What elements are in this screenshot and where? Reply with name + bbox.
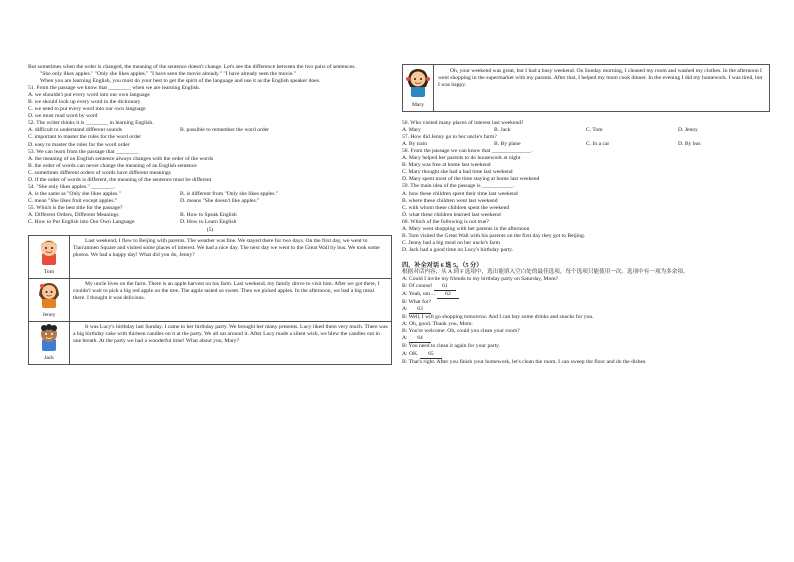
story-name: Jenny xyxy=(42,312,56,319)
answer-option[interactable]: C. Tom xyxy=(586,127,603,134)
dialogue-line xyxy=(402,314,770,321)
story-text: Oh, your weekend was great, but I had a busy weekend. On Sunday morning, I cleaned my room and washed my clothes. In the afternoon I went shopping in the supermarket with my parents. After that, I helped my mom cook dinner. In the evening I did my homework. I was tired, but I was happy. xyxy=(438,68,763,89)
dialogue-line xyxy=(402,328,770,335)
option-row xyxy=(28,219,392,226)
option-row xyxy=(28,191,392,198)
answer-option[interactable]: B. where these children went last weekend xyxy=(402,197,498,204)
option-row xyxy=(28,212,392,219)
left-column xyxy=(28,64,392,365)
passage-intro: But sometimes when the order is changed, the meaning of the sentence doesn't change. Let's see the difference between the two pairs of sentences. xyxy=(28,64,356,70)
answer-option[interactable]: C. sometimes different orders of words have different meanings xyxy=(28,169,171,176)
dialogue-text: B: You're welcome. Oh, could you clean your room? xyxy=(402,328,520,335)
avatar xyxy=(29,236,70,279)
answer-option[interactable]: A. the meaning of on English sentence always changes with the order of the words xyxy=(28,155,214,162)
answer-option[interactable]: D. easy to master the rules for the word order xyxy=(28,141,130,148)
dialogue-line xyxy=(402,299,770,306)
dialogue-text: B: Of course! xyxy=(402,283,434,290)
story-row-tom xyxy=(29,236,392,279)
answer-option[interactable]: C. Mary thought she had a bad time last weekend xyxy=(402,169,513,176)
dialogue-text: A: OK. xyxy=(402,350,420,357)
answer-option[interactable]: D. what these children learned last weekend xyxy=(402,211,501,218)
question-stem: 56. Who visited many places of interest last weekend? xyxy=(402,120,524,127)
answer-option[interactable]: A. By train xyxy=(402,141,428,148)
answer-option[interactable]: B. we should look up every word in the dictionary xyxy=(28,99,141,106)
answer-option[interactable]: B. possible to remember the word order xyxy=(180,127,270,134)
option-row xyxy=(402,141,770,148)
avatar xyxy=(403,65,434,111)
question-stem: 59. The main idea of the passage is ___________. xyxy=(402,183,515,190)
question-stem: 54. "She only likes apples." ________. xyxy=(28,183,115,190)
answer-option[interactable]: A. Different Orders, Different Meanings xyxy=(28,211,119,218)
question-stem: 53. We can learn from the passage that ________ xyxy=(28,148,139,155)
answer-option[interactable]: A. we shouldn't put every word into our own language xyxy=(28,92,150,99)
question-stem: 58. From the passage we can know that ______________. xyxy=(402,148,533,155)
dialogue-line xyxy=(402,321,770,328)
answer-option[interactable]: C. In a car xyxy=(586,141,610,148)
mary-story-box xyxy=(402,64,770,112)
answer-option[interactable]: B. Mary was free at home last weekend xyxy=(402,162,491,169)
answer-option[interactable]: B. the order of words can never change the meaning of an English sentence xyxy=(28,162,197,169)
answer-blank[interactable]: 61 xyxy=(434,283,456,291)
answer-option[interactable]: D. Jack had a good time on Lucy's birthday party. xyxy=(402,246,514,253)
story-name: Mary xyxy=(411,102,425,109)
story-table xyxy=(28,235,392,365)
answer-option[interactable]: B. By plane xyxy=(494,141,521,148)
answer-option[interactable]: B. Tom visited the Great Wall with his parents on the first day they got to Beijing. xyxy=(402,232,586,239)
avatar xyxy=(29,279,70,322)
story-name: Tom xyxy=(43,269,55,276)
question-group-56-60 xyxy=(402,120,770,254)
answer-option[interactable]: A. Mary helped her parents to do housework at night xyxy=(402,155,521,162)
answer-blank[interactable]: 63 xyxy=(409,306,431,314)
dialogue-text: B: That's right. After you finish your homework, let's clean the room. I can sweep the floor and do the dishes. xyxy=(402,358,647,365)
answer-option[interactable]: D. Mary spent most of the time staying at home last weekend xyxy=(402,176,540,183)
dialogue-text: A: Could I invite my friends to my birthday party on Saturday, Mom? xyxy=(402,276,559,283)
section-number: (5) xyxy=(206,227,214,234)
story-text: It was Lucy's birthday last Sunday. I came to her birthday party. We brought her many presents. Lucy liked them very much. There was a big birthday cake with thirteen candles on it at the party. We all sat around it. After Lucy made a silent wish, we blew the candles out in one breath. At the party we had a wonderful time! What about you, Mary? xyxy=(70,322,392,365)
story-name: Jack xyxy=(44,355,54,362)
answer-option[interactable]: C. mean "She likes fruit except apples." xyxy=(28,197,118,204)
question-stem: 51. From the passage we know that ________ when we are learning English. xyxy=(28,85,201,92)
answer-option[interactable]: D. if the order of words is different, the meaning of the sentence must be different xyxy=(28,176,212,183)
answer-option[interactable]: B. is different from "Only she likes apples." xyxy=(180,190,279,197)
dialogue-line xyxy=(402,343,770,350)
story-text: My uncle lives on the farm. There is an apple harvest on his farm. Last weekend, my family drove to visit him. After we got there, I couldn't wait to pick a big red apple on the tree. The apple tasted so sweet. Then we picked apples. In the afternoon, we had a big meal there. I thought it was delicious. xyxy=(70,279,392,322)
answer-option[interactable]: C. we need to put every word into our own language xyxy=(28,106,146,113)
answer-option[interactable]: C. How to Put English into Our Own Language xyxy=(28,219,135,226)
answer-option[interactable]: B. How to Speak English xyxy=(180,211,237,218)
dialogue-text: B: What for? xyxy=(402,299,432,306)
dialogue-text: A: Yeah, um… xyxy=(402,291,437,298)
answer-option[interactable]: D. Jenny xyxy=(678,127,698,134)
girl-avatar-icon xyxy=(36,281,62,309)
dialogue-text: B: You need to clean it again for your party. xyxy=(402,343,500,350)
section-4-title: 四、补全对话 6 选 5。（5 分） xyxy=(402,261,483,269)
answer-option[interactable]: A. Mary xyxy=(402,127,421,134)
dialogue xyxy=(402,276,770,366)
story-text: Last weekend, I flew to Beijing with parents. The weather was fine. We stayed there for two days. On the first day, we went to Tian'anmen Square and visited some places of interest. We had a nice day. The next day we went to the Great Wall by bus. We took some photos. We had a happy day! What did you do, Jenny? xyxy=(70,236,392,279)
dialogue-text: A: Oh, good. Thank you, Mom. xyxy=(402,321,473,328)
answer-option[interactable]: D. means "She doesn't like apples." xyxy=(180,197,260,204)
question-stem: 57. How did Jenny go to her uncle's farm? xyxy=(402,134,497,141)
section-4-instruction: 根据对话内容，从 A 到 F 选项中，选出能填入空白处的最佳选项，每个选项只能使用一次。选项中有一项为多余项。 xyxy=(402,268,689,275)
right-column xyxy=(402,64,770,366)
answer-option[interactable]: D. By bus xyxy=(678,141,701,148)
answer-option[interactable]: C. important to master the rules for the word order xyxy=(28,134,142,141)
answer-blank[interactable]: 64 xyxy=(409,335,431,343)
answer-blank[interactable]: 62 xyxy=(437,291,459,299)
answer-option[interactable]: C. with whom these children spent the weekend xyxy=(402,204,510,211)
answer-option[interactable]: A. difficult to understand different sounds xyxy=(28,127,122,134)
story-row-jenny xyxy=(29,279,392,322)
answer-option[interactable]: D. we must read word by word xyxy=(28,113,98,120)
passage-examples: "She only likes apples." "Only she likes apples." "I have seen the movie already." "I have already seen the movie." xyxy=(40,71,297,78)
dialogue-text: A: xyxy=(402,306,409,313)
answer-option[interactable]: C. Jenny had a big meal on her uncle's farm xyxy=(402,239,500,246)
answer-option[interactable]: A. is the same as "Only she likes apples." xyxy=(28,190,121,197)
question-stem: 60. Which of the following is not true? xyxy=(402,218,489,225)
dialogue-line xyxy=(402,351,770,359)
option-row xyxy=(28,198,392,205)
dialogue-text: B: Well, I will go shopping tomorrow. And I can buy some drinks and snacks for you. xyxy=(402,314,594,321)
dialogue-line xyxy=(402,359,770,366)
question-group-51-55 xyxy=(28,85,392,226)
avatar xyxy=(29,322,70,365)
question-stem: 52. The writer thinks it is ________ in learning English. xyxy=(28,120,154,127)
story-row-jack xyxy=(29,322,392,365)
boy-avatar-icon xyxy=(36,238,62,266)
answer-option[interactable]: B. Jack xyxy=(494,127,511,134)
question-stem: 55. Which is the best title for the passage? xyxy=(28,204,123,211)
dialogue-text: A: xyxy=(402,335,409,342)
dialogue-line xyxy=(402,291,770,299)
answer-option[interactable]: D. How to Learn English xyxy=(180,219,237,226)
dialogue-line xyxy=(402,283,770,291)
answer-option[interactable]: A. Mary went shopping with her parents in the afternoon xyxy=(402,225,530,232)
answer-blank[interactable]: 65 xyxy=(420,351,442,359)
passage-closing: When you are learning English, you must do your best to get the spirit of the language and use it as the English speaker does. xyxy=(40,78,321,85)
answer-option[interactable]: A. how these children spent their time last weekend xyxy=(402,190,518,197)
dialogue-line xyxy=(402,276,770,283)
boy-avatar-icon xyxy=(36,324,62,352)
girl-avatar-icon xyxy=(404,67,432,99)
